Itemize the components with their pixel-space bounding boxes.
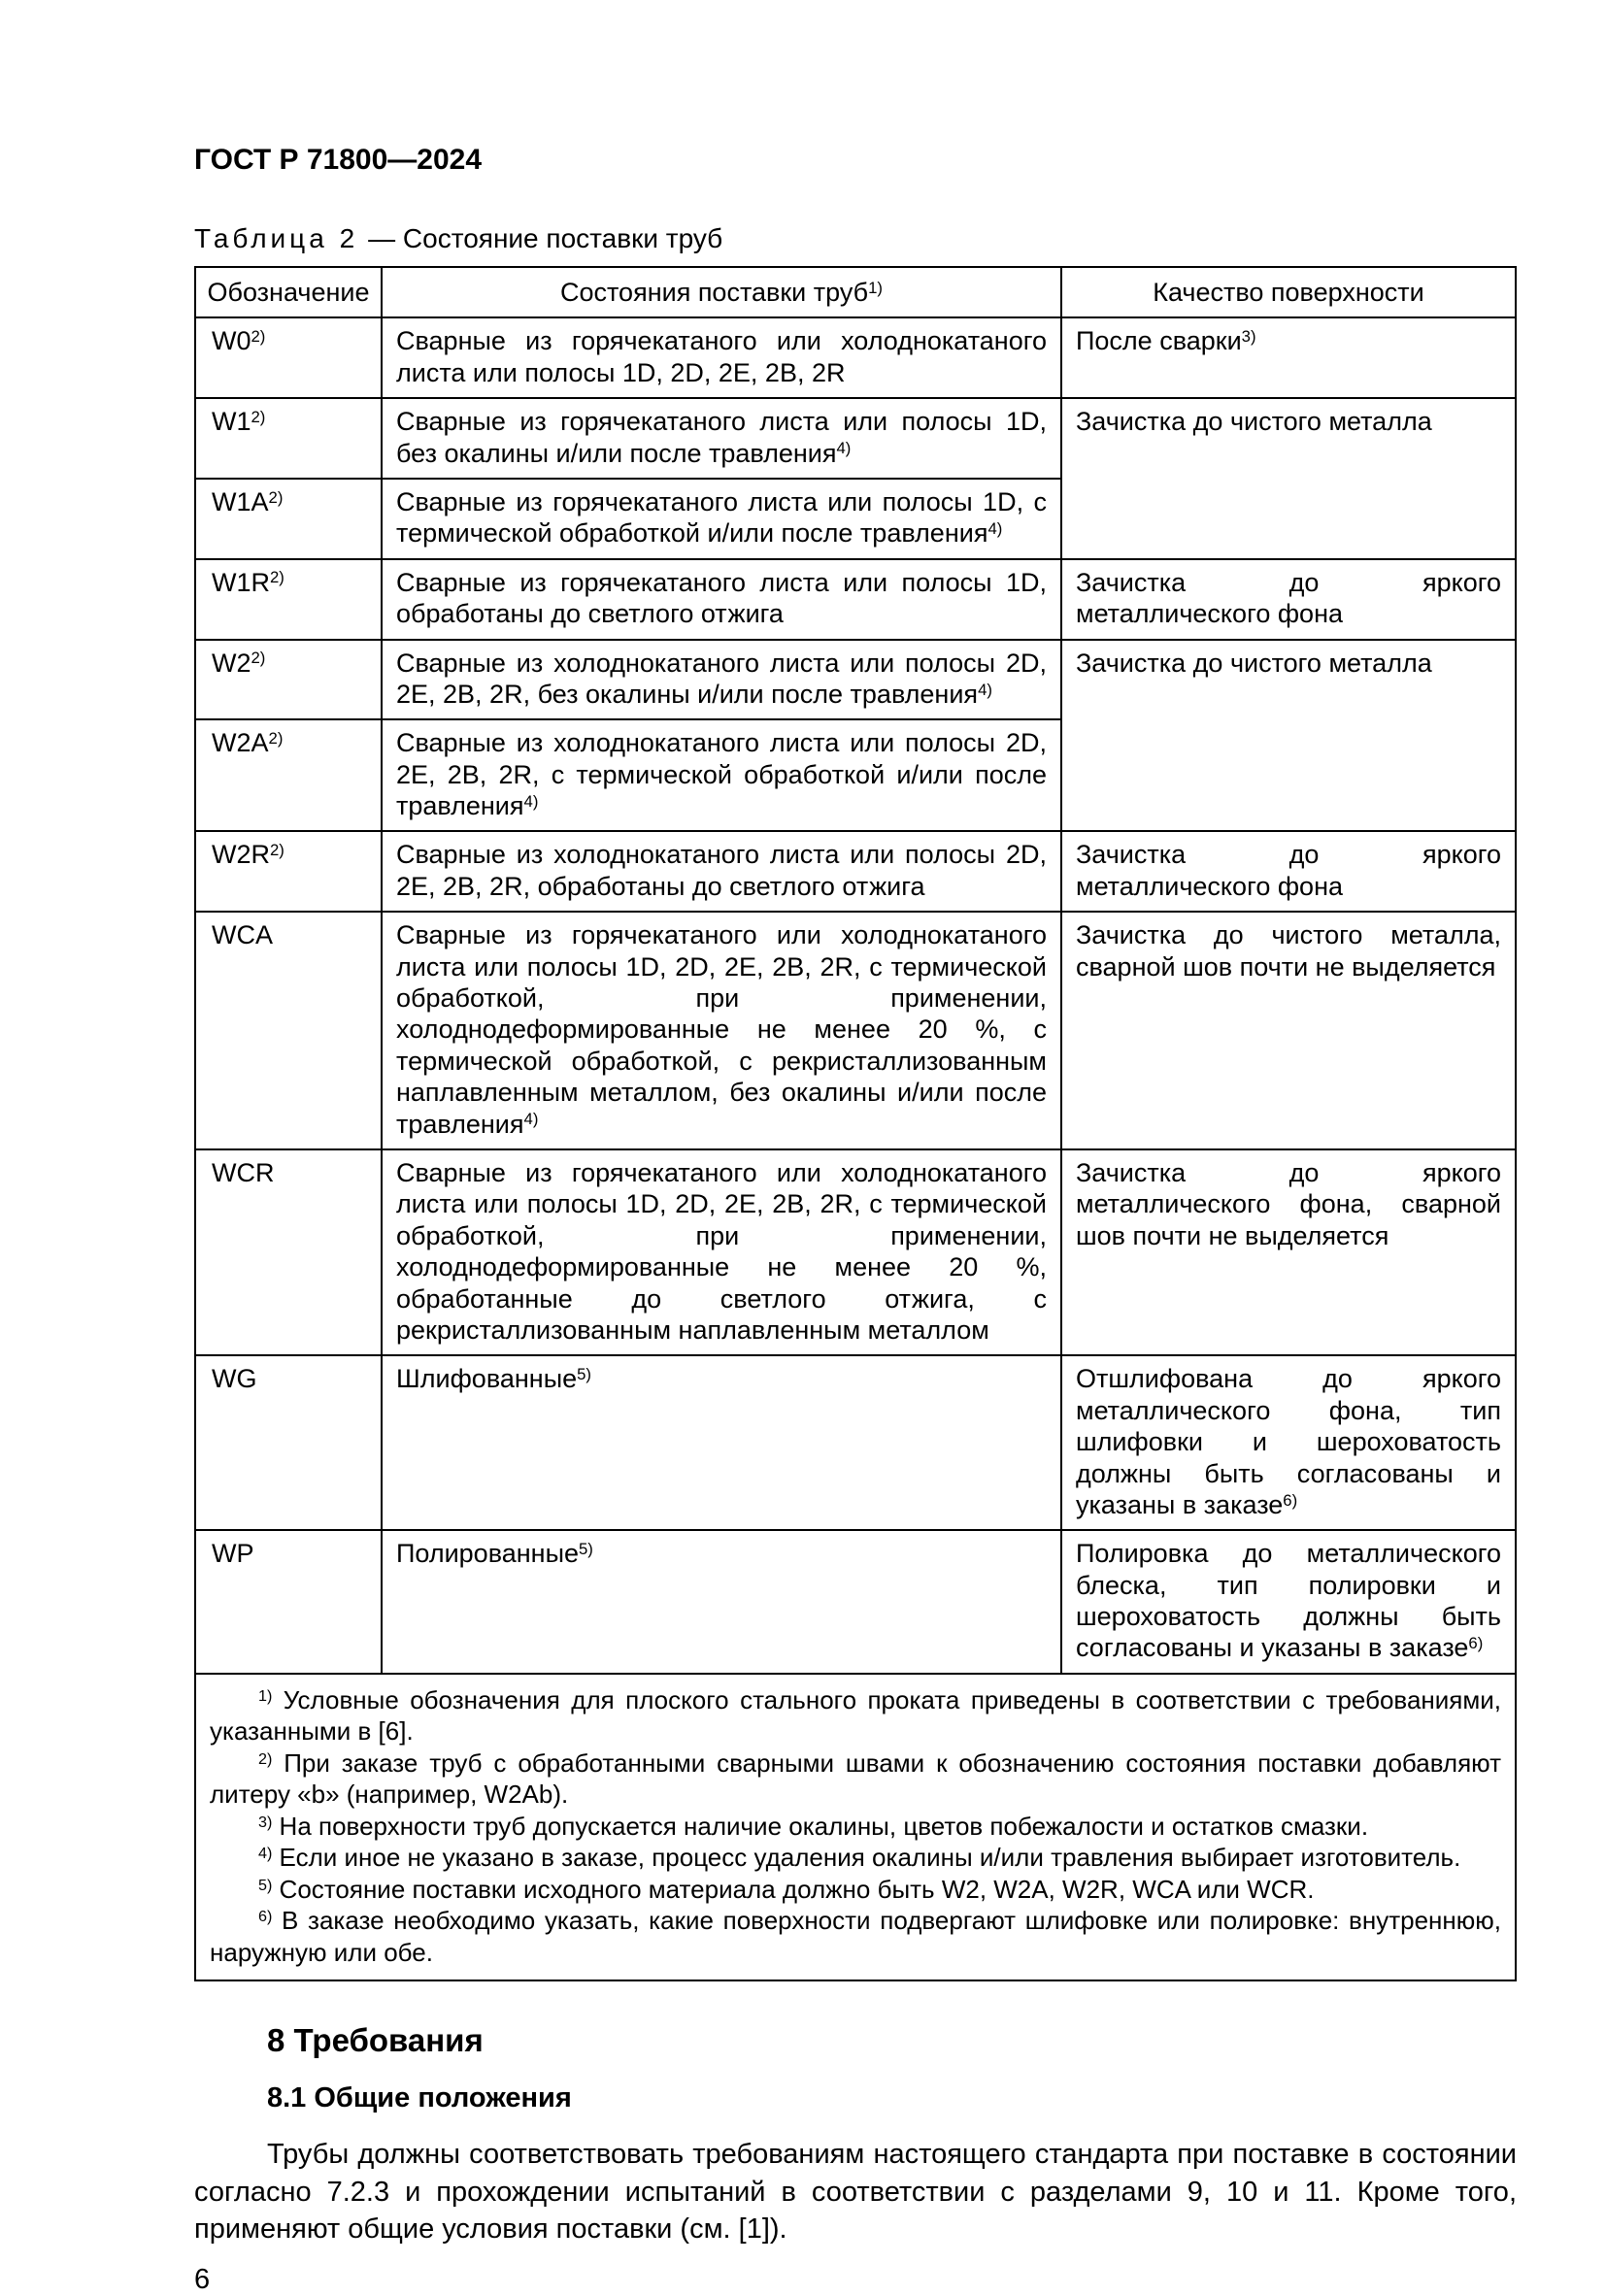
table-row (195, 398, 1516, 479)
column-header-surface-quality: Качество поверхности (1061, 267, 1516, 317)
designation-cell: WCR (195, 1149, 382, 1355)
quality-cell: Отшлифована до яркого металлического фона, тип шлифовки и шероховатость должны быть согласованы и указаны в заказе$^{6)}$ (1061, 1355, 1516, 1530)
table-footnote: $^{5)}$ Состояние поставки исходного материала должно быть W2, W2A, W2R, WCA или WCR. (258, 1874, 1315, 1904)
quality-cell: Зачистка до яркого металлического фона (1061, 831, 1516, 912)
quality-cell: Зачистка до чистого металла, сварной шов почти не выделяется (1061, 912, 1516, 1149)
table-footnote: $^{6)}$ В заказе необходимо указать, какие поверхности подвергают шлифовке или полировке: внутреннюю, наружную или обе. (210, 1906, 1501, 1967)
section-heading: 8 Требования (267, 2022, 484, 2059)
description-cell: Сварные из горячекатаного или холоднокатаного листа или полосы 1D, 2D, 2E, 2B, 2R, с термической обработкой, при применении, холоднодеформированные не менее 20 %, обработанные до светлого отжига, с рекристаллизованным наплавленным металлом (382, 1149, 1061, 1355)
designation-cell: WCA (195, 912, 382, 1149)
quality-cell: Зачистка до яркого металлического фона (1061, 559, 1516, 640)
table-caption-label: Таблица 2 (194, 223, 359, 253)
subsection-heading: 8.1 Общие положения (267, 2082, 572, 2114)
running-header (194, 144, 1517, 177)
table-row (195, 1355, 1516, 1530)
description-cell: Полированные$^{5)}$ (382, 1530, 1061, 1674)
description-cell: Сварные из горячекатаного или холоднокатаного листа или полосы 1D, 2D, 2E, 2B, 2R (382, 317, 1061, 398)
delivery-conditions-table (194, 266, 1517, 1981)
table-footnotes-row (195, 1674, 1516, 1981)
table-footnote: $^{1)}$ Условные обозначения для плоского стального проката приведены в соответствии с требованиями, указанными в [6]. (210, 1684, 1501, 1747)
description-cell: Сварные из горячекатаного листа или полосы 1D, обработаны до светлого отжига (382, 559, 1061, 640)
designation-cell: W0$^{2)}$ (195, 317, 382, 398)
designation-cell: WP (195, 1530, 382, 1674)
table-header-row (195, 267, 1516, 317)
description-cell: Сварные из холоднокатаного листа или полосы 2D, 2E, 2B, 2R, без окалины и/или после травления$^{4)}$ (382, 640, 1061, 720)
table-row (195, 912, 1516, 1149)
description-cell: Сварные из холоднокатаного листа или полосы 2D, 2E, 2B, 2R, с термической обработкой и/или после травления$^{4)}$ (382, 719, 1061, 831)
table-row (195, 1530, 1516, 1674)
designation-cell: $W2A^{2)}$ (195, 719, 382, 831)
designation-cell: $W2R^{2)}$ (195, 831, 382, 912)
table-footnote: $^{4)}$ Если иное не указано в заказе, процесс удаления окалины и/или травления выбирает изготовитель. (258, 1843, 1461, 1873)
quality-cell: После сварки$^{3)}$ (1061, 317, 1516, 398)
table-row (195, 831, 1516, 912)
table-row (195, 559, 1516, 640)
page-number: 6 (194, 2264, 211, 2296)
table-footnotes-cell (195, 1674, 1516, 1981)
table-footnote: $^{2)}$ При заказе труб с обработанными сварными швами к обозначению состояния поставки добавляют литеру «b» (например, W2Ab). (210, 1747, 1501, 1810)
quality-cell: Полировка до металлического блеска, тип полировки и шероховатость должны быть согласованы и указаны в заказе$^{6)}$ (1061, 1530, 1516, 1674)
table-footnote: $^{3)}$ На поверхности труб допускается наличие окалины, цветов побежалости и остатков смазки. (258, 1811, 1369, 1841)
designation-cell: WG (195, 1355, 382, 1530)
description-cell: Шлифованные$^{5)}$ (382, 1355, 1061, 1530)
description-cell: Сварные из холоднокатаного листа или полосы 2D, 2E, 2B, 2R, обработаны до светлого отжига (382, 831, 1061, 912)
table-row (195, 640, 1516, 720)
doc-code: ГОСТ Р 71800—2024 (194, 144, 483, 176)
description-cell: Сварные из горячекатаного листа или полосы 1D, без окалины и/или после травления$^{4)}$ (382, 398, 1061, 479)
column-header-delivery-condition: Состояния поставки труб$^{1)}$ (382, 267, 1061, 317)
table-body (195, 317, 1516, 1673)
designation-cell: W2$^{2)}$ (195, 640, 382, 720)
quality-cell: Зачистка до чистого металла (1061, 640, 1516, 832)
table-caption (194, 223, 1517, 254)
quality-cell: Зачистка до чистого металла (1061, 398, 1516, 559)
table-caption-title: — Состояние поставки труб (368, 223, 723, 253)
body-paragraph: Трубы должны соответствовать требованиям настоящего стандарта при поставке в состоянии согласно 7.2.3 и прохождении испытаний в соответствии с разделами 9, 10 и 11. Кроме того, применяют общие условия поставки (см. [1]). (194, 2139, 1517, 2246)
description-cell: Сварные из горячекатаного листа или полосы 1D, с термической обработкой и/или после травления$^{4)}$ (382, 479, 1061, 559)
table-row (195, 317, 1516, 398)
table-footnotes-section (195, 1674, 1516, 1981)
column-header-designation: Обозначение (195, 267, 382, 317)
designation-cell: $W1A^{2)}$ (195, 479, 382, 559)
designation-cell: W1$^{2)}$ (195, 398, 382, 479)
quality-cell: Зачистка до яркого металлического фона, сварной шов почти не выделяется (1061, 1149, 1516, 1355)
description-cell: Сварные из горячекатаного или холоднокатаного листа или полосы 1D, 2D, 2E, 2B, 2R, с термической обработкой, при применении, холоднодеформированные не менее 20 %, с термической обработкой, с рекристаллизованным наплавленным металлом, без окалины и/или после травления$^{4)}$ (382, 912, 1061, 1149)
table-row (195, 1149, 1516, 1355)
designation-cell: $W1R^{2)}$ (195, 559, 382, 640)
